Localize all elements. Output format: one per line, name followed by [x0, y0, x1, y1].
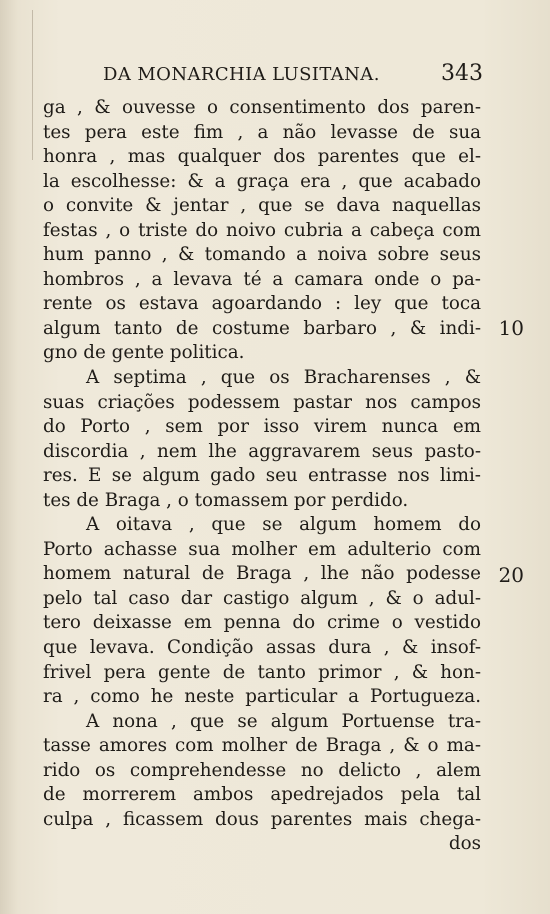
text-line: ga , & ouvesse o consentimento dos paren- [43, 97, 481, 118]
text-line: la escolhesse: & a graça era , que acabado [43, 170, 481, 192]
line-number-10: 10 [498, 316, 524, 340]
text-line: discordia , nem lhe aggravarem seus pasto- [43, 440, 481, 462]
binding-edge-line [32, 10, 33, 160]
text-line: suas criações podessem pastar nos campos [43, 391, 481, 413]
paragraph-start-line: A oitava , que se algum homem do [86, 514, 481, 536]
text-line: de morrerem ambos apedrejados pela tal [43, 784, 481, 806]
text-line: do Porto , sem por isso virem nunca em [43, 416, 481, 438]
text-line: tasse amores com molher de Braga , & o ma- [43, 735, 481, 757]
text-line: que levava. Condição assas dura , & insof- [43, 637, 481, 659]
text-line: Porto achasse sua molher em adulterio com [43, 538, 481, 560]
text-line: rente os estava agoardando : ley que toca [43, 293, 481, 315]
text-line: res. E se algum gado seu entrasse nos limi- [43, 465, 481, 487]
paragraph-start-line: A nona , que se algum Portuense tra- [86, 710, 481, 732]
paragraph-start-line: A septima , que os Bracharenses , & [86, 367, 481, 389]
text-line: hombros , a levava té a camara onde o pa- [43, 268, 481, 290]
text-line: rido os comprehendesse no delicto , alem [43, 759, 481, 781]
running-header [103, 61, 483, 92]
text-line: o convite & jentar , que se dava naquellas [43, 195, 481, 217]
page-number: 343 [441, 61, 483, 86]
text-line: culpa , ficassem dous parentes mais chega- [43, 808, 481, 830]
text-line: pelo tal caso dar castigo algum , & o adul- [43, 587, 481, 609]
text-line: festas , o triste do noivo cubria a cabeça com [43, 219, 481, 241]
catchword: dos [448, 833, 481, 855]
text-line: algum tanto de costume barbaro , & indi- [43, 317, 481, 339]
text-line: tero deixasse em penna do crime o vestido [43, 612, 481, 634]
text-line: frivel pera gente de tanto primor , & hon- [43, 661, 481, 683]
text-line: homem natural de Braga , lhe não podesse [43, 563, 481, 585]
line-number-20: 20 [498, 563, 524, 587]
text-line: gno de gente politica. [43, 342, 245, 364]
text-line: tes de Braga , o tomassem por perdido. [43, 489, 409, 511]
text-line: honra , mas qualquer dos parentes que el- [43, 146, 481, 168]
header-title: DA MONARCHIA LUSITANA. [103, 64, 380, 85]
main-text-block [43, 96, 481, 857]
text-line: tes pera este fim , a não levasse de sua [43, 121, 481, 143]
text-line: hum panno , & tomando a noiva sobre seus [43, 244, 481, 266]
text-line: ra , como he neste particular a Portugueza. [43, 686, 481, 708]
